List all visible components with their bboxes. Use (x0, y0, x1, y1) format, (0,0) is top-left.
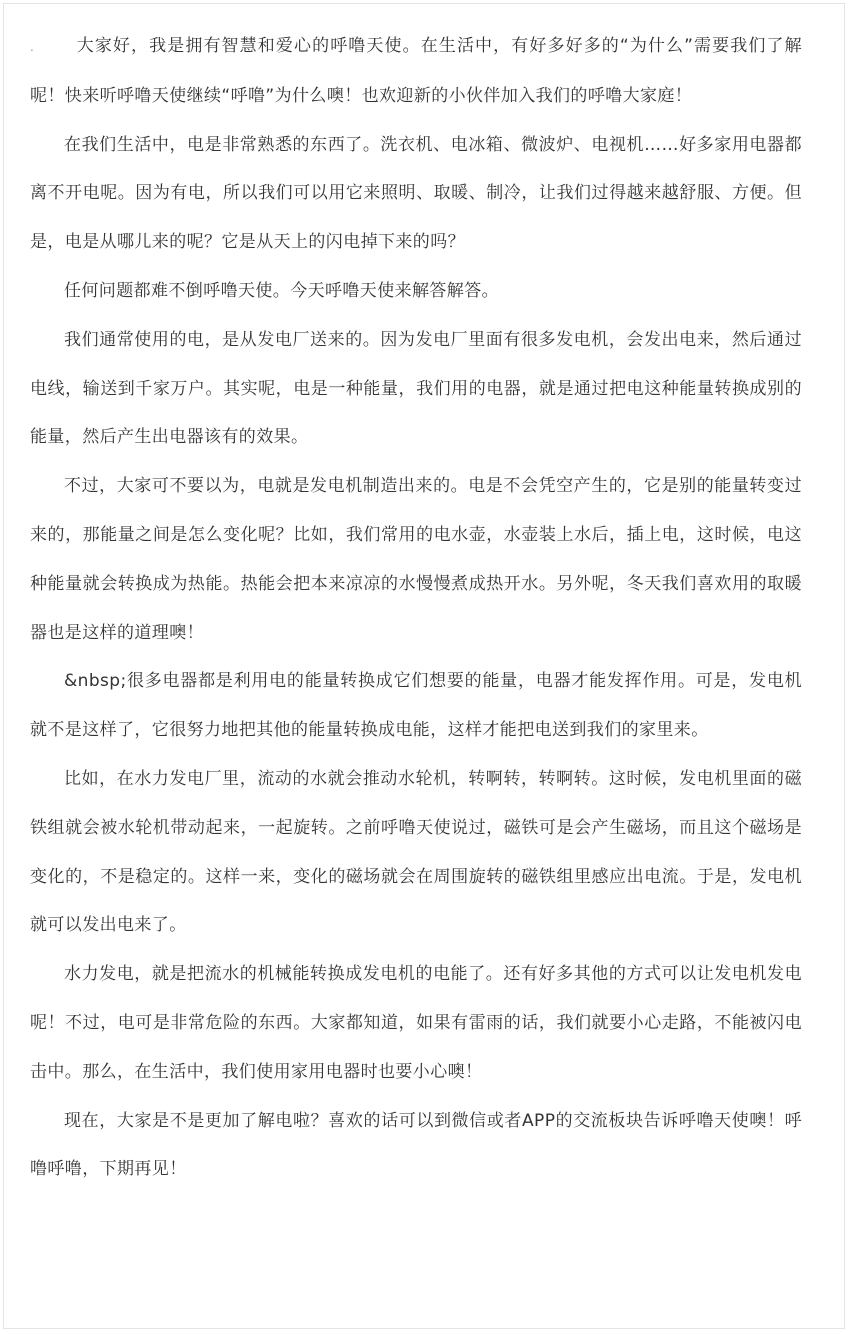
article-paragraph-intro (30, 22, 802, 121)
article-paragraph: 水力发电，就是把流水的机械能转换成发电机的电能了。还有好多其他的方式可以让发电机发电呢！不过，电可是非常危险的东西。大家都知道，如果有雷雨的话，我们就要小心走路，不能被闪电击中。那么，在生活中，我们使用家用电器时也要小心噢！ (30, 964, 802, 1082)
article-paragraph: &nbsp;很多电器都是利用电的能量转换成它们想要的能量，电器才能发挥作用。可是，发电机就不是这样了，它很努力地把其他的能量转换成电能，这样才能把电送到我们的家里来。 (30, 671, 802, 741)
article-paragraph: 不过，大家可不要以为，电就是发电机制造出来的。电是不会凭空产生的，它是别的能量转变过来的，那能量之间是怎么变化呢？比如，我们常用的电水壶，水壶装上水后，插上电，这时候，电这种能量就会转换成为热能。热能会把本来凉凉的水慢慢煮成热开水。另外呢，冬天我们喜欢用的取暖器也是这样的道理噢！ (30, 476, 802, 643)
article-paragraph: 现在，大家是不是更加了解电啦？喜欢的话可以到微信或者APP的交流板块告诉呼噜天使噢！呼噜呼噜，下期再见！ (30, 1110, 802, 1180)
article-body (30, 22, 802, 1194)
lead-mark: . (30, 40, 35, 54)
article-paragraph: 我们通常使用的电，是从发电厂送来的。因为发电厂里面有很多发电机，会发出电来，然后通过电线，输送到千家万户。其实呢，电是一种能量，我们用的电器，就是通过把电这种能量转换成别的能量，然后产生出电器该有的效果。 (30, 329, 802, 448)
article-paragraph: 比如，在水力发电厂里，流动的水就会推动水轮机，转啊转，转啊转。这时候，发电机里面的磁铁组就会被水轮机带动起来，一起旋转。之前呼噜天使说过，磁铁可是会产生磁场，而且这个磁场是变化的，不是稳定的。这样一来，变化的磁场就会在周围旋转的磁铁组里感应出电流。于是，发电机就可以发出电来了。 (30, 768, 802, 936)
paragraph-text: 大家好，我是拥有智慧和爱心的呼噜天使。在生活中，有好多好多的“为什么”需要我们了解呢！快来听呼噜天使继续“呼噜”为什么噢！也欢迎新的小伙伴加入我们的呼噜大家庭！ (30, 36, 802, 106)
article-paragraph: 在我们生活中，电是非常熟悉的东西了。洗衣机、电冰箱、微波炉、电视机……好多家用电器都离不开电呢。因为有电，所以我们可以用它来照明、取暖、制冷，让我们过得越来越舒服、方便。但是，电是从哪儿来的呢？它是从天上的闪电掉下来的吗？ (30, 134, 802, 253)
article-paragraph: 任何问题都难不倒呼噜天使。今天呼噜天使来解答解答。 (64, 280, 499, 301)
